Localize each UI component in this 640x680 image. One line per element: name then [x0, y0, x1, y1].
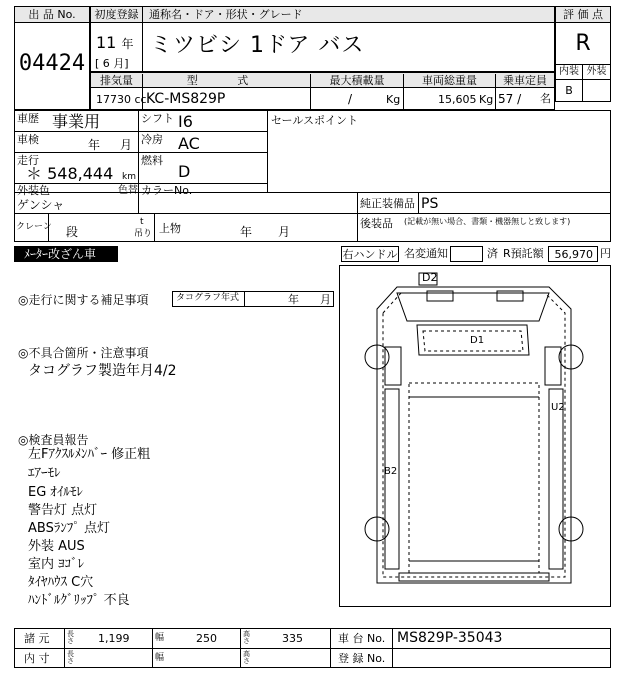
equipment-label: 純正装備品: [360, 197, 415, 210]
model-value: KC-MS829P: [146, 91, 226, 107]
first-reg-year: [96, 34, 133, 52]
length-label: 長さ: [67, 630, 74, 645]
deposit-label: R預託額: [503, 247, 544, 260]
tacho-year: 年: [288, 293, 299, 306]
crane-stage: 段: [66, 225, 79, 239]
sales-point-label: セールスポイント: [271, 114, 359, 127]
supplement-title: ◎走行に関する補足事項: [18, 293, 149, 307]
model-label: 型 式: [143, 74, 311, 87]
rating-label: 評 価 点: [556, 7, 610, 23]
inspection-month: 月: [120, 138, 133, 152]
mileage-label: 走行: [17, 154, 39, 167]
footer-vdiv-1: [64, 628, 65, 668]
tacho-label: タコグラフ年式: [173, 292, 245, 306]
aftermarket-note: (記載が無い場合、書類・機器無しと致します): [404, 217, 571, 226]
gross-weight-label: 車両総重量: [404, 74, 496, 87]
chassis-value: MS829P-35043: [397, 630, 503, 646]
deposit-unit: 円: [600, 247, 611, 260]
body-label: 上物: [159, 222, 181, 235]
inner-width-label: 幅: [155, 653, 165, 663]
displacement: [96, 93, 147, 106]
inner-height-label: 高さ: [243, 650, 250, 665]
lot-label: 出 品 No.: [15, 7, 89, 23]
details-vdiv-2: [267, 110, 268, 192]
color-label: 外装色: [17, 184, 50, 197]
diagram-d2: D2: [422, 271, 438, 284]
footer-vdiv-3: [240, 628, 241, 668]
max-load-unit: Kg: [386, 93, 401, 106]
name-change-box: [450, 246, 483, 262]
aircon-label: 冷房: [141, 133, 163, 146]
shift-value: I6: [178, 112, 193, 131]
capacity-label: 乗車定員: [503, 74, 547, 87]
interior-label: 内装: [556, 64, 583, 80]
aircon-value: AC: [178, 134, 200, 153]
diagram-u2: U2: [551, 402, 565, 413]
year-unit: 年: [121, 37, 134, 51]
length-value: 1,199: [98, 632, 130, 645]
grade-label: 通称名・ドア・形状・グレード: [143, 7, 554, 23]
capacity-value: 57: [498, 92, 514, 106]
color-value: ゲンシャ: [17, 198, 65, 212]
gross-weight-unit: Kg: [479, 93, 494, 106]
body-vdiv: [154, 213, 155, 242]
left-side-panel: [385, 389, 399, 569]
interior-grade: B: [556, 80, 583, 101]
dims-label: 諸 元: [24, 632, 50, 645]
inspector-item: ﾊﾝﾄﾞﾙｸﾞﾘｯﾌﾟ 不良: [28, 593, 130, 608]
front-right-door: [545, 347, 561, 385]
crane-ton-top: t: [140, 217, 144, 227]
displacement-unit: cc: [134, 93, 147, 106]
footer-vdiv-4: [330, 628, 331, 668]
history-label: 車歴: [17, 112, 39, 125]
car-name: ミツビシ 1ドア バス: [150, 33, 365, 58]
inspector-item: 左Fｱｸｽﾙﾒﾝﾊﾞｰ 修正粗: [28, 447, 151, 462]
color-code-label: カラーNo.: [141, 184, 193, 197]
details-vdiv-1: [138, 110, 139, 213]
inner-length-label: 長さ: [67, 650, 74, 665]
inspector-title: ◎検査員報告: [18, 433, 89, 447]
lot-number: 04424: [18, 51, 86, 76]
meter-banner: ﾒｰﾀｰ改ざん車: [14, 246, 118, 262]
first-reg-label: 初度登録: [91, 7, 143, 23]
equip-vdiv-1: [357, 192, 358, 242]
rating-value: R: [575, 31, 591, 56]
deposit-prefix: 済: [487, 247, 498, 260]
history-value: 事業用: [52, 112, 101, 131]
height-label: 高さ: [243, 630, 250, 645]
inspector-item: EG ｵｲﾙﾓﾚ: [28, 485, 83, 500]
height-value: 335: [282, 632, 303, 645]
exterior-label: 外装: [583, 64, 610, 80]
displacement-value: 17730: [96, 93, 131, 106]
equip-hdiv: [357, 213, 611, 214]
fuel-label: 燃料: [141, 154, 163, 167]
color-no-label: 色替: [118, 185, 138, 196]
front-left-door: [385, 347, 401, 385]
bus-diagram-svg: [339, 265, 611, 607]
body-month: 月: [278, 225, 291, 239]
inspector-item: ABSﾗﾝﾌﾟ 点灯: [28, 521, 110, 536]
inner-label: 内 寸: [24, 652, 50, 665]
name-change-label: 名変通知: [404, 247, 448, 260]
diagram-b2: B2: [384, 466, 398, 477]
shift-label: シフト: [141, 112, 174, 125]
fuel-value: D: [178, 162, 191, 181]
passenger-area: [409, 383, 539, 573]
details-hdiv-1: [14, 131, 268, 132]
inspector-item: 室内 ﾖｺﾞﾚ: [28, 557, 85, 572]
chassis-label: 車 台 No.: [338, 632, 386, 645]
first-reg-month: [ 6 月]: [95, 57, 129, 70]
equip-vdiv-2: [418, 192, 419, 213]
capacity-sep: /: [517, 92, 522, 106]
deposit-value: 56,970: [548, 246, 598, 262]
inspector-item: ｴｱｰﾓﾚ: [28, 466, 61, 481]
aftermarket-label: 後装品: [360, 217, 393, 230]
footer-vdiv-2: [152, 628, 153, 668]
right-side-panel: [549, 389, 563, 569]
inspection-label: 車検: [17, 133, 39, 146]
diagram-d1: D1: [470, 335, 485, 346]
details-hdiv-2: [14, 152, 268, 153]
equipment-value: PS: [421, 196, 439, 212]
windscreen: [397, 293, 549, 321]
mileage-value: ＊ 548,444: [26, 164, 114, 183]
footer-hdiv: [14, 648, 611, 649]
max-load-label: 最大積載量: [311, 74, 404, 87]
capacity-unit: 名: [540, 92, 551, 105]
inspector-item: 警告灯 点灯: [28, 503, 98, 518]
defect-item: タコグラフ製造年月4/2: [28, 363, 177, 379]
tacho-month: 月: [320, 293, 331, 306]
footer-vdiv-5: [392, 628, 393, 668]
inspector-item: 外装 AUS: [28, 539, 85, 554]
crane-label: クレーン: [16, 222, 52, 232]
capacity: [498, 92, 553, 106]
inspector-item: ﾀｲﾔﾊｳｽ C穴: [28, 575, 94, 590]
mileage-unit: km: [122, 172, 136, 182]
details-hdiv-4: [14, 192, 611, 193]
body-year: 年: [240, 225, 253, 239]
reg-label: 登 録 No.: [338, 652, 386, 665]
defects-title: ◎不具合箇所・注意事項: [18, 346, 149, 360]
width-value: 250: [196, 632, 217, 645]
gross-weight-value: 15,605: [438, 93, 477, 106]
width-label: 幅: [155, 633, 165, 643]
crane-ton: 吊り: [134, 229, 153, 239]
max-load-value: /: [348, 92, 353, 106]
rhd-option: 右ハンドル: [342, 248, 398, 261]
inspection-year: 年: [88, 138, 101, 152]
year-value: 11: [96, 33, 117, 52]
displacement-label: 排気量: [91, 74, 143, 87]
